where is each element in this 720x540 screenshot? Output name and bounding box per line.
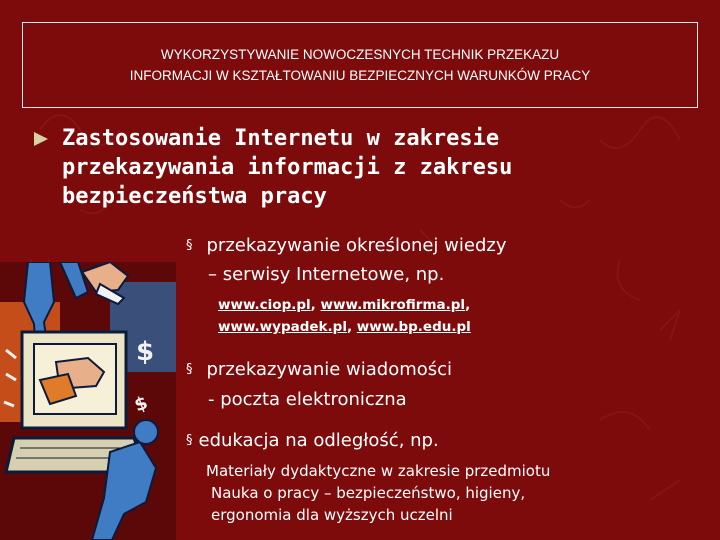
link-separator: , bbox=[346, 319, 357, 335]
sub-bullet-elearning-line-1: edukacja na odległość, np. bbox=[198, 430, 439, 451]
main-bullet-line-2: przekazywania informacji z zakresu bbox=[62, 155, 513, 180]
dollar-sign-2: $ bbox=[131, 392, 151, 417]
bullet-marker: § bbox=[186, 362, 193, 377]
dollar-sign-1: $ bbox=[136, 337, 155, 367]
computer-hands-illustration bbox=[0, 262, 176, 540]
sub-bullet-elearning bbox=[186, 427, 606, 457]
elearning-detail-line-2: Nauka o pracy – bezpieczeństwo, higieny, bbox=[211, 484, 526, 502]
sub-bullet-websites-line-1: przekazywanie określonej wiedzy bbox=[206, 235, 507, 256]
link-wypadek[interactable]: www.wypadek.pl bbox=[218, 319, 347, 335]
sub-bullet-websites-line-2: – serwisy Internetowe, np. bbox=[208, 264, 445, 285]
triangle-bullet-icon bbox=[34, 132, 48, 146]
bullet-marker: § bbox=[186, 433, 193, 448]
title-line-1: WYKORZYSTYWANIE NOWOCZESNYCH TECHNIK PRZEKAZU bbox=[160, 47, 560, 62]
elearning-detail bbox=[206, 460, 626, 526]
link-bp-edu[interactable]: www.bp.edu.pl bbox=[356, 319, 471, 335]
main-bullet bbox=[34, 124, 654, 211]
main-bullet-line-3: bezpieczeństwa pracy bbox=[62, 184, 327, 209]
main-bullet-line-1: Zastosowanie Internetu w zakresie bbox=[62, 126, 500, 151]
link-mikrofirma[interactable]: www.mikrofirma.pl bbox=[320, 297, 466, 313]
title-line-2: INFORMACJI W KSZTAŁTOWANIU BEZPIECZNYCH WARUNKÓW PRACY bbox=[129, 68, 591, 83]
link-separator: , bbox=[310, 297, 321, 313]
elearning-detail-line-3: ergonomia dla wyższych uczelni bbox=[211, 506, 453, 524]
link-ciop[interactable]: www.ciop.pl bbox=[218, 297, 311, 313]
elearning-detail-line-1: Materiały dydaktyczne w zakresie przedmiotu bbox=[206, 462, 551, 480]
title-box bbox=[22, 22, 698, 108]
link-separator: , bbox=[465, 297, 471, 313]
website-links bbox=[218, 294, 618, 338]
sub-bullet-email-line-2: - poczta elektroniczna bbox=[208, 389, 407, 410]
bullet-marker: § bbox=[186, 238, 193, 253]
sub-bullet-email bbox=[186, 356, 606, 414]
sub-bullet-websites bbox=[186, 232, 606, 288]
sub-bullet-email-line-1: przekazywanie wiadomości bbox=[206, 359, 453, 380]
